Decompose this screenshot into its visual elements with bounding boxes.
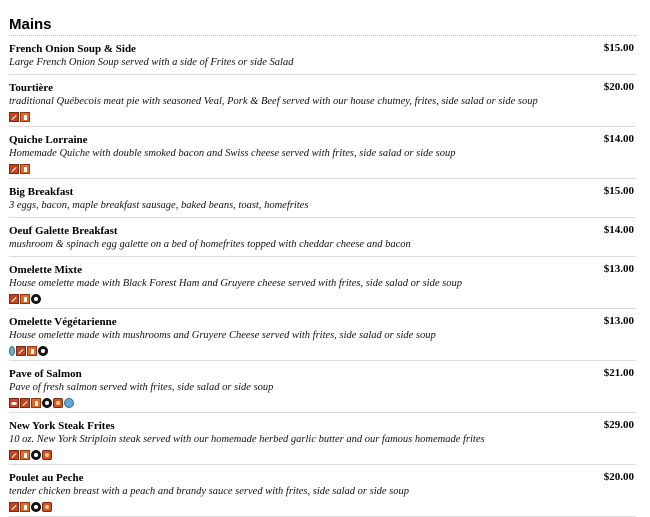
menu-item-name: Omelette Végétarienne (9, 316, 117, 328)
menu-item-description: 3 eggs, bacon, maple breakfast sausage, baked beans, toast, homefrites (9, 200, 309, 211)
dairy-icon (20, 294, 30, 304)
menu-item-description: tender chicken breast with a peach and brandy sauce served with frites, side salad or side soup (9, 486, 410, 497)
egg-icon (31, 294, 41, 304)
vegetarian-icon (9, 346, 15, 356)
menu-item-price: $13.00 (603, 263, 634, 275)
menu-item-name: Poulet au Peche (9, 472, 84, 484)
menu-item-price: $15.00 (603, 42, 634, 54)
gluten-icon (20, 398, 30, 408)
menu-item-price: $29.00 (603, 419, 634, 431)
egg-icon (31, 502, 41, 512)
gluten-icon (9, 294, 19, 304)
section-title: Mains (9, 16, 636, 36)
seafood-icon (64, 398, 74, 408)
allergen-icons (9, 449, 636, 460)
menu-item (9, 179, 636, 218)
menu-item (9, 218, 636, 257)
menu-item-name: Omelette Mixte (9, 264, 82, 276)
dairy-icon (20, 450, 30, 460)
menu-item-description: traditional Québecois meat pie with seasoned Veal, Pork & Beef served with our house chutney, frites, side salad or side soup (9, 96, 538, 107)
allergen-icons (9, 163, 636, 174)
menu-item-description: House omelette made with mushrooms and Gruyere Cheese served with frites, side salad or side soup (9, 330, 436, 341)
dairy-icon (20, 112, 30, 122)
egg-icon (31, 450, 41, 460)
allergen-icons (9, 501, 636, 512)
menu-item (9, 36, 636, 75)
menu-item-price: $20.00 (603, 471, 634, 483)
menu-item-price: $14.00 (603, 224, 634, 236)
menu-item (9, 257, 636, 309)
menu-item-price: $21.00 (603, 367, 634, 379)
gluten-icon (16, 346, 26, 356)
menu-item (9, 75, 636, 127)
allergen-icons (9, 111, 636, 122)
dairy-icon (27, 346, 37, 356)
allergen-icons (9, 293, 636, 304)
dairy-icon (31, 398, 41, 408)
menu-item-description: Pave of fresh salmon served with frites, side salad or side soup (9, 382, 274, 393)
menu-item-name: Big Breakfast (9, 186, 74, 198)
menu-item-price: $14.00 (603, 133, 634, 145)
nut-icon (42, 502, 52, 512)
menu-item-name: Quiche Lorraine (9, 134, 88, 146)
menu-item-name: Tourtière (9, 82, 53, 94)
fish-icon (9, 398, 19, 408)
allergen-icons (9, 397, 636, 408)
menu-item-price: $20.00 (603, 81, 634, 93)
dairy-icon (20, 164, 30, 174)
menu-item-list (9, 36, 636, 517)
dairy-icon (20, 502, 30, 512)
gluten-icon (9, 502, 19, 512)
gluten-icon (9, 164, 19, 174)
nut-icon (42, 450, 52, 460)
menu-item-name: French Onion Soup & Side (9, 43, 136, 55)
gluten-icon (9, 112, 19, 122)
menu-item-description: 10 oz. New York Striploin steak served with our homemade herbed garlic butter and our famous homemade frites (9, 434, 485, 445)
menu-item (9, 309, 636, 361)
egg-icon (38, 346, 48, 356)
menu-item-description: House omelette made with Black Forest Ham and Gruyere cheese served with frites, side salad or side soup (9, 278, 462, 289)
menu-item-description: Homemade Quiche with double smoked bacon and Swiss cheese served with frites, side salad or side soup (9, 148, 456, 159)
menu-item-name: New York Steak Frites (9, 420, 115, 432)
menu-item-name: Pave of Salmon (9, 368, 82, 380)
menu-item-name: Oeuf Galette Breakfast (9, 225, 118, 237)
menu-item-description: mushroom & spinach egg galette on a bed of homefrites topped with cheddar cheese and bacon (9, 239, 411, 250)
menu-item (9, 465, 636, 517)
allergen-icons (9, 345, 636, 356)
gluten-icon (9, 450, 19, 460)
menu-item (9, 413, 636, 465)
menu-item-description: Large French Onion Soup served with a side of Frites or side Salad (9, 57, 294, 68)
egg-icon (42, 398, 52, 408)
menu-item (9, 127, 636, 179)
menu-item-price: $15.00 (603, 185, 634, 197)
menu-item-price: $13.00 (603, 315, 634, 327)
nut-icon (53, 398, 63, 408)
menu-item (9, 361, 636, 413)
